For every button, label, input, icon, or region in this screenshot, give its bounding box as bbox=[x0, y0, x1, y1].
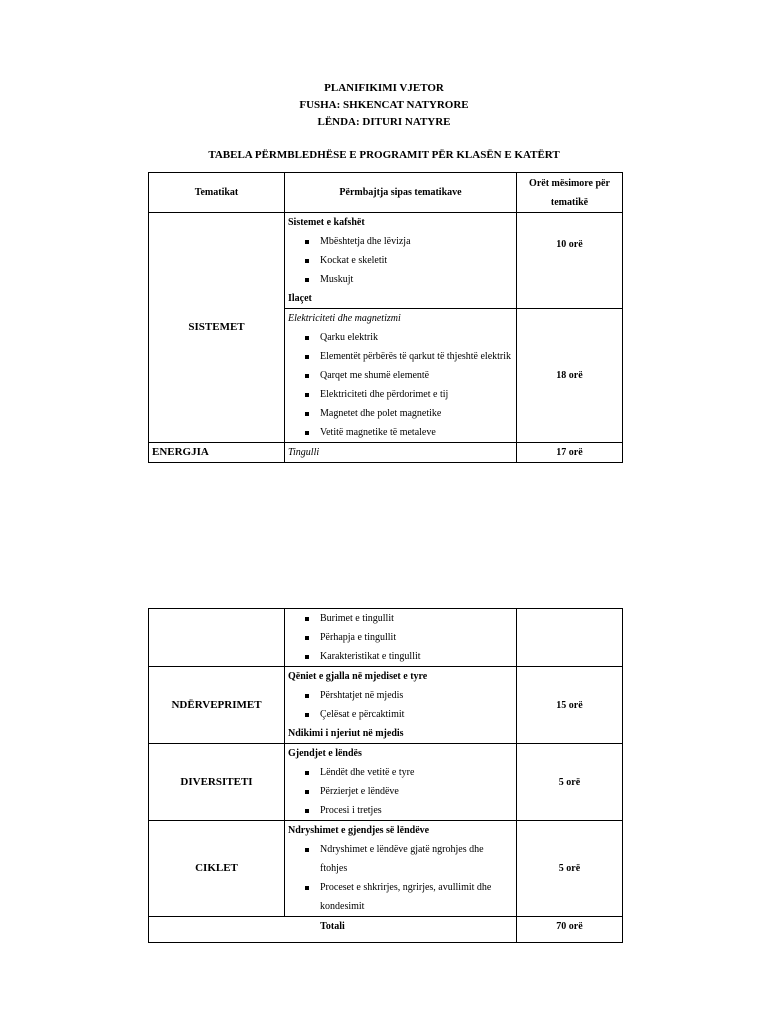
header-line-1: PLANIFIKIMI VJETOR bbox=[324, 82, 444, 94]
total-label: Totali bbox=[149, 917, 517, 943]
hours-cell: 5 orë bbox=[517, 821, 623, 917]
topic-list bbox=[288, 609, 513, 666]
table-total-row bbox=[149, 917, 623, 943]
table-row bbox=[149, 609, 623, 667]
summary-table-part-2 bbox=[148, 608, 623, 943]
content-cell bbox=[285, 667, 517, 744]
column-header-theme: Tematikat bbox=[149, 173, 285, 213]
list-item: Ndryshimet e lëndëve gjatë ngrohjes dhe ftohjes bbox=[320, 840, 513, 878]
theme-cell-nderveprimet: NDËRVEPRIMET bbox=[149, 667, 285, 744]
table-header-row bbox=[149, 173, 623, 213]
list-item: Elektriciteti dhe përdorimet e tij bbox=[320, 385, 513, 404]
list-item: Elementët përbërës të qarkut të thjeshtë elektrik bbox=[320, 347, 513, 366]
list-item: Përshtatjet në mjedis bbox=[320, 686, 513, 705]
header-line-2: FUSHA: SHKENCAT NATYRORE bbox=[299, 99, 469, 111]
content-cell bbox=[285, 609, 517, 667]
content-cell bbox=[285, 309, 517, 443]
document-header bbox=[0, 80, 768, 131]
content-cell bbox=[285, 213, 517, 309]
content-cell bbox=[285, 744, 517, 821]
topic-list bbox=[288, 686, 513, 724]
topic-list bbox=[288, 328, 513, 442]
list-item: Procesi i tretjes bbox=[320, 801, 513, 820]
list-item: Qarku elektrik bbox=[320, 328, 513, 347]
theme-cell-ciklet: CIKLET bbox=[149, 821, 285, 917]
subtopic-title: Elektriciteti dhe magnetizmi bbox=[288, 313, 401, 324]
list-item: Muskujt bbox=[320, 270, 513, 289]
list-item: Përhapja e tingullit bbox=[320, 628, 513, 647]
summary-table-part-1 bbox=[148, 172, 623, 463]
column-header-content: Përmbajtja sipas tematikave bbox=[285, 173, 517, 213]
hours-cell: 17 orë bbox=[517, 443, 623, 463]
list-item: Burimet e tingullit bbox=[320, 609, 513, 628]
topic-list bbox=[288, 763, 513, 820]
subtopic-title: Ndryshimet e gjendjes së lëndëve bbox=[288, 825, 430, 836]
theme-cell-diversiteti: DIVERSITETI bbox=[149, 744, 285, 821]
total-hours: 70 orë bbox=[517, 917, 623, 943]
subtopic-title: Tingulli bbox=[288, 447, 320, 458]
list-item: Mbështetja dhe lëvizja bbox=[320, 232, 513, 251]
list-item: Kockat e skeletit bbox=[320, 251, 513, 270]
hours-cell: 15 orë bbox=[517, 667, 623, 744]
header-line-3: LËNDA: DITURI NATYRE bbox=[317, 116, 451, 128]
theme-cell-sistemet: SISTEMET bbox=[149, 213, 285, 443]
list-item: Përzierjet e lëndëve bbox=[320, 782, 513, 801]
subtopic-title: Ilaçet bbox=[288, 293, 312, 304]
subtopic-title: Qëniet e gjalla në mjediset e tyre bbox=[288, 671, 428, 682]
topic-list bbox=[288, 232, 513, 289]
list-item: Çelësat e përcaktimit bbox=[320, 705, 513, 724]
content-cell bbox=[285, 821, 517, 917]
list-item: Vetitë magnetike të metaleve bbox=[320, 423, 513, 442]
table-row bbox=[149, 213, 623, 309]
hours-cell: 5 orë bbox=[517, 744, 623, 821]
list-item: Karakteristikat e tingullit bbox=[320, 647, 513, 666]
hours-cell: 18 orë bbox=[517, 309, 623, 443]
hours-cell: 10 orë bbox=[517, 213, 623, 309]
subtopic-title: Ndikimi i njeriut në mjedis bbox=[288, 728, 404, 739]
table-title: TABELA PËRMBLEDHËSE E PROGRAMIT PËR KLASËN E KATËRT bbox=[208, 149, 560, 161]
table-row bbox=[149, 744, 623, 821]
topic-list bbox=[288, 840, 513, 916]
hours-cell-empty bbox=[517, 609, 623, 667]
table-row bbox=[149, 667, 623, 744]
column-header-hours: Orët mësimore për tematikë bbox=[517, 173, 623, 213]
list-item: Qarqet me shumë elementë bbox=[320, 366, 513, 385]
theme-cell-empty bbox=[149, 609, 285, 667]
subtopic-title: Gjendjet e lëndës bbox=[288, 748, 362, 759]
subtopic-title: Sistemet e kafshët bbox=[288, 217, 365, 228]
content-cell bbox=[285, 443, 517, 463]
table-row bbox=[149, 821, 623, 917]
list-item: Magnetet dhe polet magnetike bbox=[320, 404, 513, 423]
list-item: Lëndët dhe vetitë e tyre bbox=[320, 763, 513, 782]
list-item: Proceset e shkrirjes, ngrirjes, avullimit dhe kondesimit bbox=[320, 878, 513, 916]
theme-cell-energjia: ENERGJIA bbox=[149, 443, 285, 463]
table-row bbox=[149, 443, 623, 463]
